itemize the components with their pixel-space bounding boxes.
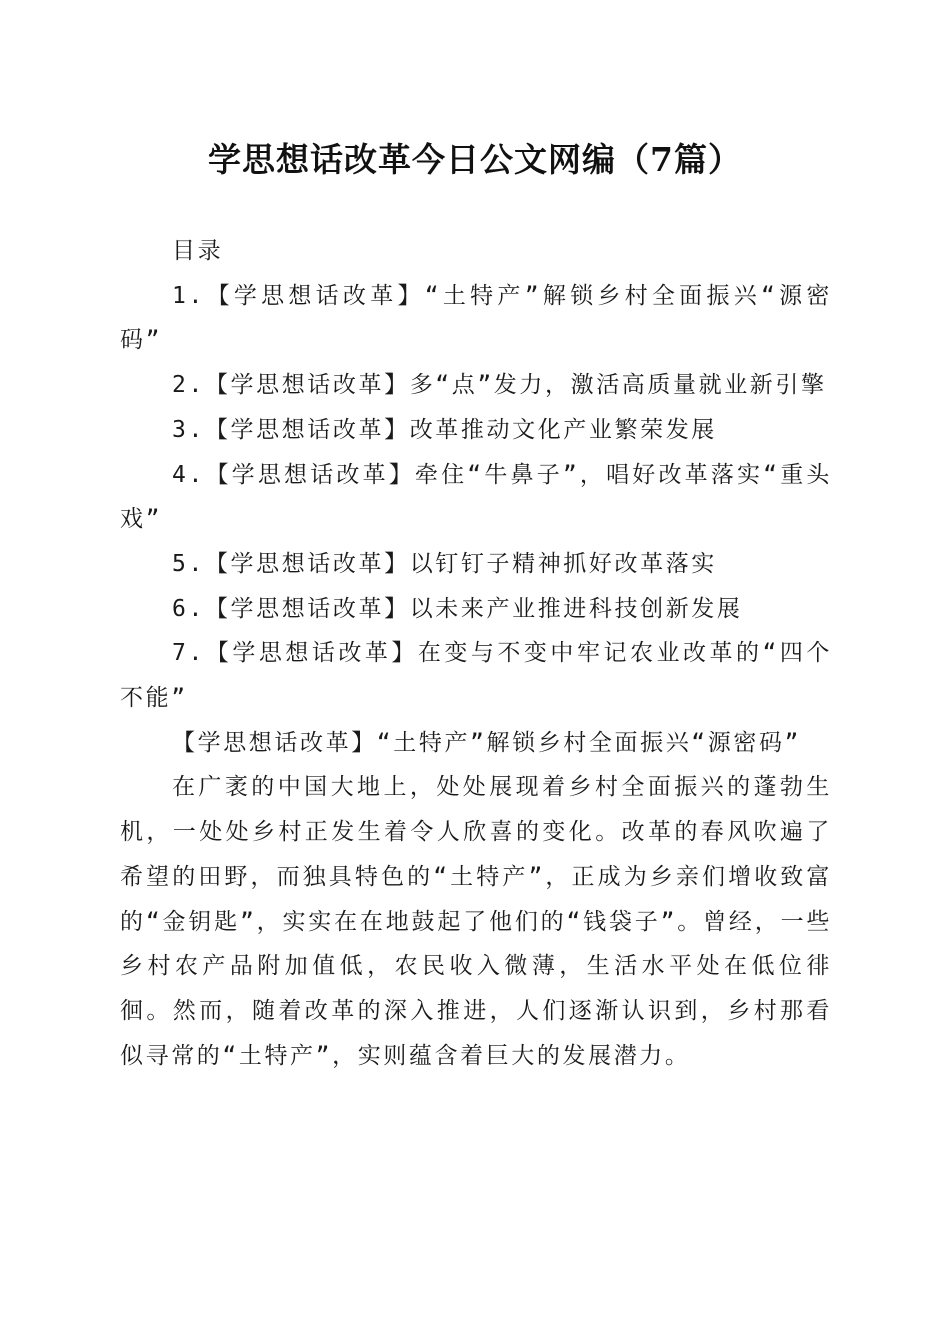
toc-item: 6.【学思想话改革】以未来产业推进科技创新发展 [172,595,743,622]
toc-item: 4.【学思想话改革】牵住“牛鼻子”，唱好改革落实“重头戏” [120,461,832,533]
toc-heading: 目录 [172,238,224,264]
toc-item: 2.【学思想话改革】多“点”发力，激活高质量就业新引擎 [172,372,827,399]
document-title: 学思想话改革今日公文网编（7篇） [208,140,742,179]
body-paragraph: 在广袤的中国大地上，处处展现着乡村全面振兴的蓬勃生机，一处处乡村正发生着令人欣喜的变化。改革的春风吹遍了希望的田野，而独具特色的“土特产”，正成为乡亲们增收致富的“金钥匙”，实实在在地鼓起了他们的“钱袋子”。曾经，一些乡村农产品附加值低，农民收入微薄，生活水平处在低位徘徊。然而，随着改革的深入推进，人们逐渐认识到，乡村那看似寻常的“土特产”，实则蕴含着巨大的发展潜力。 [120,774,832,1069]
toc-item: 3.【学思想话改革】改革推动文化产业繁荣发展 [172,416,717,443]
toc-item: 7.【学思想话改革】在变与不变中牢记农业改革的“四个不能” [120,640,832,712]
document-body [120,229,832,1078]
toc-item: 5.【学思想话改革】以钉钉子精神抓好改革落实 [172,550,717,577]
toc-item: 1.【学思想话改革】“土特产”解锁乡村全面振兴“源密码” [120,282,832,354]
section-heading: 【学思想话改革】“土特产”解锁乡村全面振兴“源密码” [172,729,801,756]
